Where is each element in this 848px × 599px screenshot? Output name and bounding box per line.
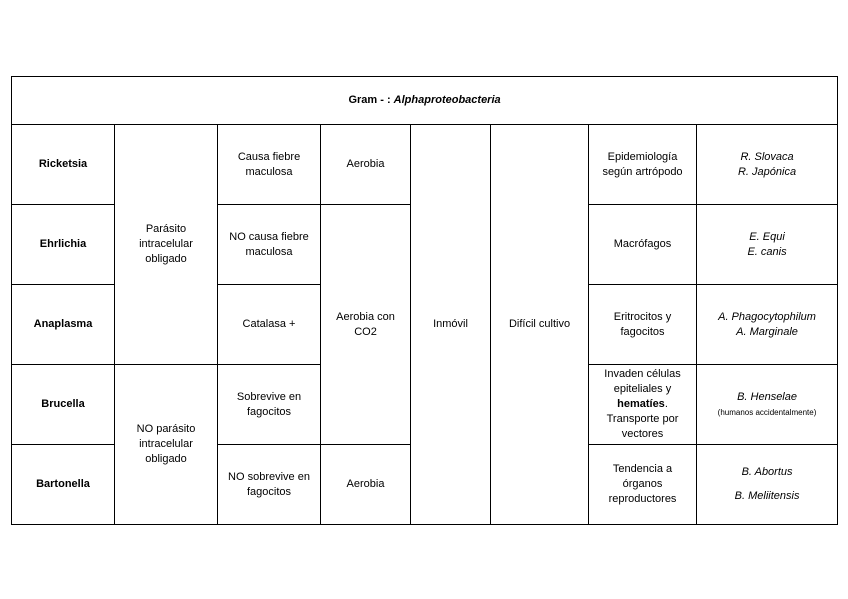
trait-cell: NO causa fiebre maculosa: [218, 205, 321, 285]
gram-negative-table: [11, 76, 838, 525]
target-bold: hematíes: [617, 398, 665, 410]
table-title: [12, 77, 838, 125]
respiration-cell: Aerobia con CO2: [321, 205, 411, 445]
target-cell: [589, 365, 697, 445]
species-note: (humanos accidentalmente): [717, 407, 817, 417]
genus-ehrlichia: Ehrlichia: [12, 205, 115, 285]
parasitism-obligate: Parásito intracelular obligado: [115, 125, 218, 365]
species-name: E. canis: [747, 245, 787, 258]
target-cell: Tendencia a órganos reproductores: [589, 445, 697, 525]
species-name: A. Phagocytophilum: [718, 310, 816, 323]
species-name: E. Equi: [749, 230, 785, 243]
genus-ricketsia: Ricketsia: [12, 125, 115, 205]
respiration-cell: Aerobia: [321, 125, 411, 205]
trait-cell: NO sobrevive en fagocitos: [218, 445, 321, 525]
culture-cell: Difícil cultivo: [491, 125, 589, 525]
trait-cell: Causa fiebre maculosa: [218, 125, 321, 205]
table-row: [12, 125, 838, 205]
species-name: B. Abortus: [741, 466, 793, 478]
target-cell: Epidemiología según artrópodo: [589, 125, 697, 205]
species-cell: [697, 445, 838, 525]
parasitism-non-obligate: NO parásito intracelular obligado: [115, 365, 218, 525]
species-name: B. Meliitensis: [734, 490, 800, 502]
species-name: R. Slovaca: [740, 150, 794, 163]
species-name: A. Marginale: [736, 325, 798, 338]
species-cell: [697, 365, 838, 445]
trait-cell: Catalasa +: [218, 285, 321, 365]
target-text: Invaden células epiteliales y: [604, 368, 681, 395]
species-name: B. Henselae: [737, 390, 797, 403]
genus-bartonella: Bartonella: [12, 445, 115, 525]
respiration-cell: Aerobia: [321, 445, 411, 525]
species-cell: [697, 285, 838, 365]
species-cell: [697, 205, 838, 285]
trait-cell: Sobrevive en fagocitos: [218, 365, 321, 445]
target-cell: Eritrocitos y fagocitos: [589, 285, 697, 365]
target-text: . Transporte por vectores: [606, 398, 679, 440]
species-cell: [697, 125, 838, 205]
title-prefix: Gram - :: [348, 94, 394, 106]
species-name: R. Japónica: [737, 165, 797, 178]
target-cell: Macrófagos: [589, 205, 697, 285]
title-italic: Alphaproteobacteria: [393, 94, 501, 106]
genus-anaplasma: Anaplasma: [12, 285, 115, 365]
genus-brucella: Brucella: [12, 365, 115, 445]
motility-cell: Inmóvil: [411, 125, 491, 525]
